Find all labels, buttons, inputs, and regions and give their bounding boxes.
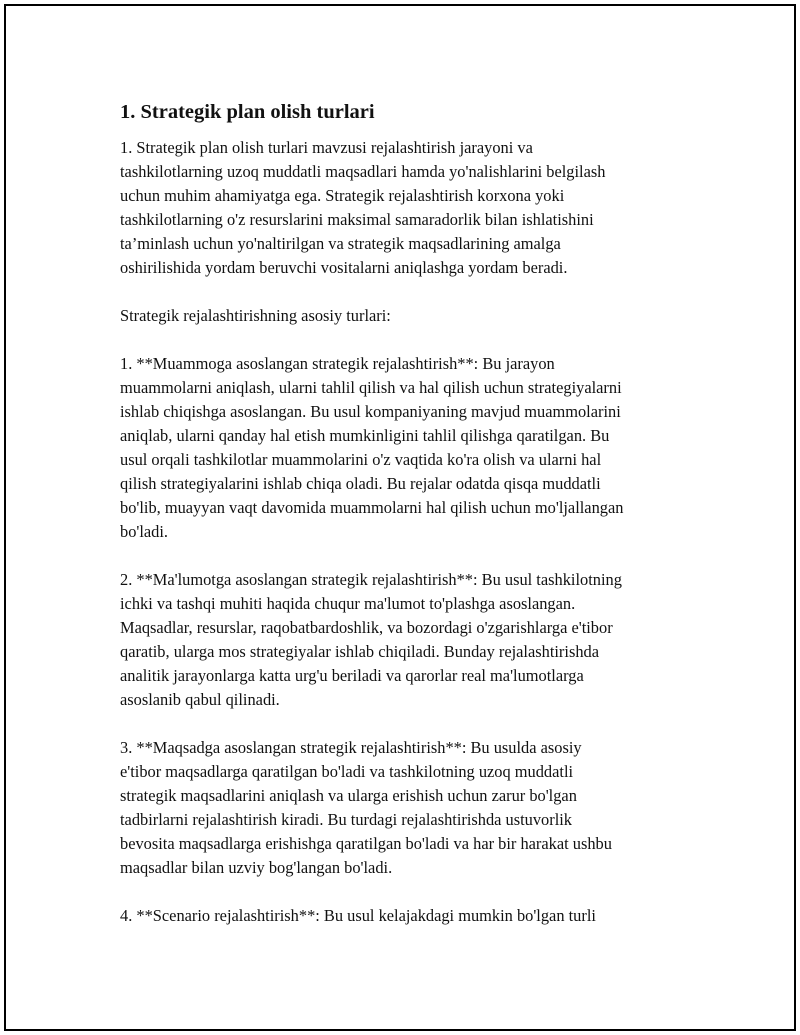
text-line: maqsadlar bilan uzviy bog'langan bo'ladi. xyxy=(120,858,393,877)
text-line: bevosita maqsadlarga erishishga qaratilgan bo'ladi va har bir harakat ushbu xyxy=(120,834,612,853)
text-line: ishlab chiqishga asoslangan. Bu usul kompaniyaning mavjud muammolarini xyxy=(120,402,621,421)
text-line: bo'ladi. xyxy=(120,522,169,541)
text-line: qaratib, ularga mos strategiyalar ishlab chiqiladi. Bunday rejalashtirishda xyxy=(120,642,599,661)
text-line: muammolarni aniqlash, ularni tahlil qilish va hal qilish uchun strategiyalarni xyxy=(120,378,622,397)
text-line: 2. **Ma'lumotga asoslangan strategik rejalashtirish**: Bu usul tashkilotning xyxy=(120,570,622,589)
text-line: 3. **Maqsadga asoslangan strategik rejalashtirish**: Bu usulda asosiy xyxy=(120,738,582,757)
type-2-paragraph xyxy=(120,568,700,712)
document-content xyxy=(120,94,700,952)
type-1-paragraph xyxy=(120,352,700,544)
types-heading-paragraph xyxy=(120,304,700,328)
page-frame xyxy=(4,4,796,1031)
type-3-paragraph xyxy=(120,736,700,880)
text-line: tadbirlarni rejalashtirish kiradi. Bu turdagi rejalashtirishda ustuvorlik xyxy=(120,810,572,829)
text-line: qilish strategiyalarini ishlab chiqa oladi. Bu rejalar odatda qisqa muddatli xyxy=(120,474,601,493)
text-line: e'tibor maqsadlarga qaratilgan bo'ladi va tashkilotning uzoq muddatli xyxy=(120,762,574,781)
text-line: tashkilotlarning uzoq muddatli maqsadlari hamda yo'nalishlarini belgilash xyxy=(120,162,606,181)
text-line: ta’minlash uchun yo'naltirilgan va strategik maqsadlarining amalga xyxy=(120,234,561,253)
text-line: oshirilishida yordam beruvchi vositalarni aniqlashga yordam beradi. xyxy=(120,258,568,277)
text-line: 1. Strategik plan olish turlari mavzusi rejalashtirish jarayoni va xyxy=(120,138,533,157)
intro-paragraph xyxy=(120,136,700,280)
text-line: ichki va tashqi muhiti haqida chuqur ma'lumot to'plashga asoslangan. xyxy=(120,594,576,613)
text-line: usul orqali tashkilotlar muammolarini o'z vaqtida ko'ra olish va ularni hal xyxy=(120,450,602,469)
text-line: asoslanib qabul qilinadi. xyxy=(120,690,280,709)
text-line: tashkilotlarning o'z resurslarini maksimal samaradorlik bilan ishlatishini xyxy=(120,210,594,229)
text-line: 1. **Muammoga asoslangan strategik rejalashtirish**: Bu jarayon xyxy=(120,354,555,373)
document-title: 1. Strategik plan olish turlari xyxy=(120,101,375,123)
text-line: strategik maqsadlarini aniqlash va ularga erishish uchun zarur bo'lgan xyxy=(120,786,577,805)
type-4-paragraph xyxy=(120,904,700,928)
text-line: 4. **Scenario rejalashtirish**: Bu usul kelajakdagi mumkin bo'lgan turli xyxy=(120,906,596,925)
text-line: analitik jarayonlarga katta urg'u beriladi va qarorlar real ma'lumotlarga xyxy=(120,666,584,685)
text-line: aniqlab, ularni qanday hal etish mumkinligini tahlil qilishga qaratilgan. Bu xyxy=(120,426,610,445)
text-line: Maqsadlar, resurslar, raqobatbardoshlik, va bozordagi o'zgarishlarga e'tibor xyxy=(120,618,613,637)
text-line: bo'lib, muayyan vaqt davomida muammolarni hal qilish uchun mo'ljallangan xyxy=(120,498,624,517)
text-line: uchun muhim ahamiyatga ega. Strategik rejalashtirish korxona yoki xyxy=(120,186,565,205)
text-line: Strategik rejalashtirishning asosiy turlari: xyxy=(120,306,391,325)
